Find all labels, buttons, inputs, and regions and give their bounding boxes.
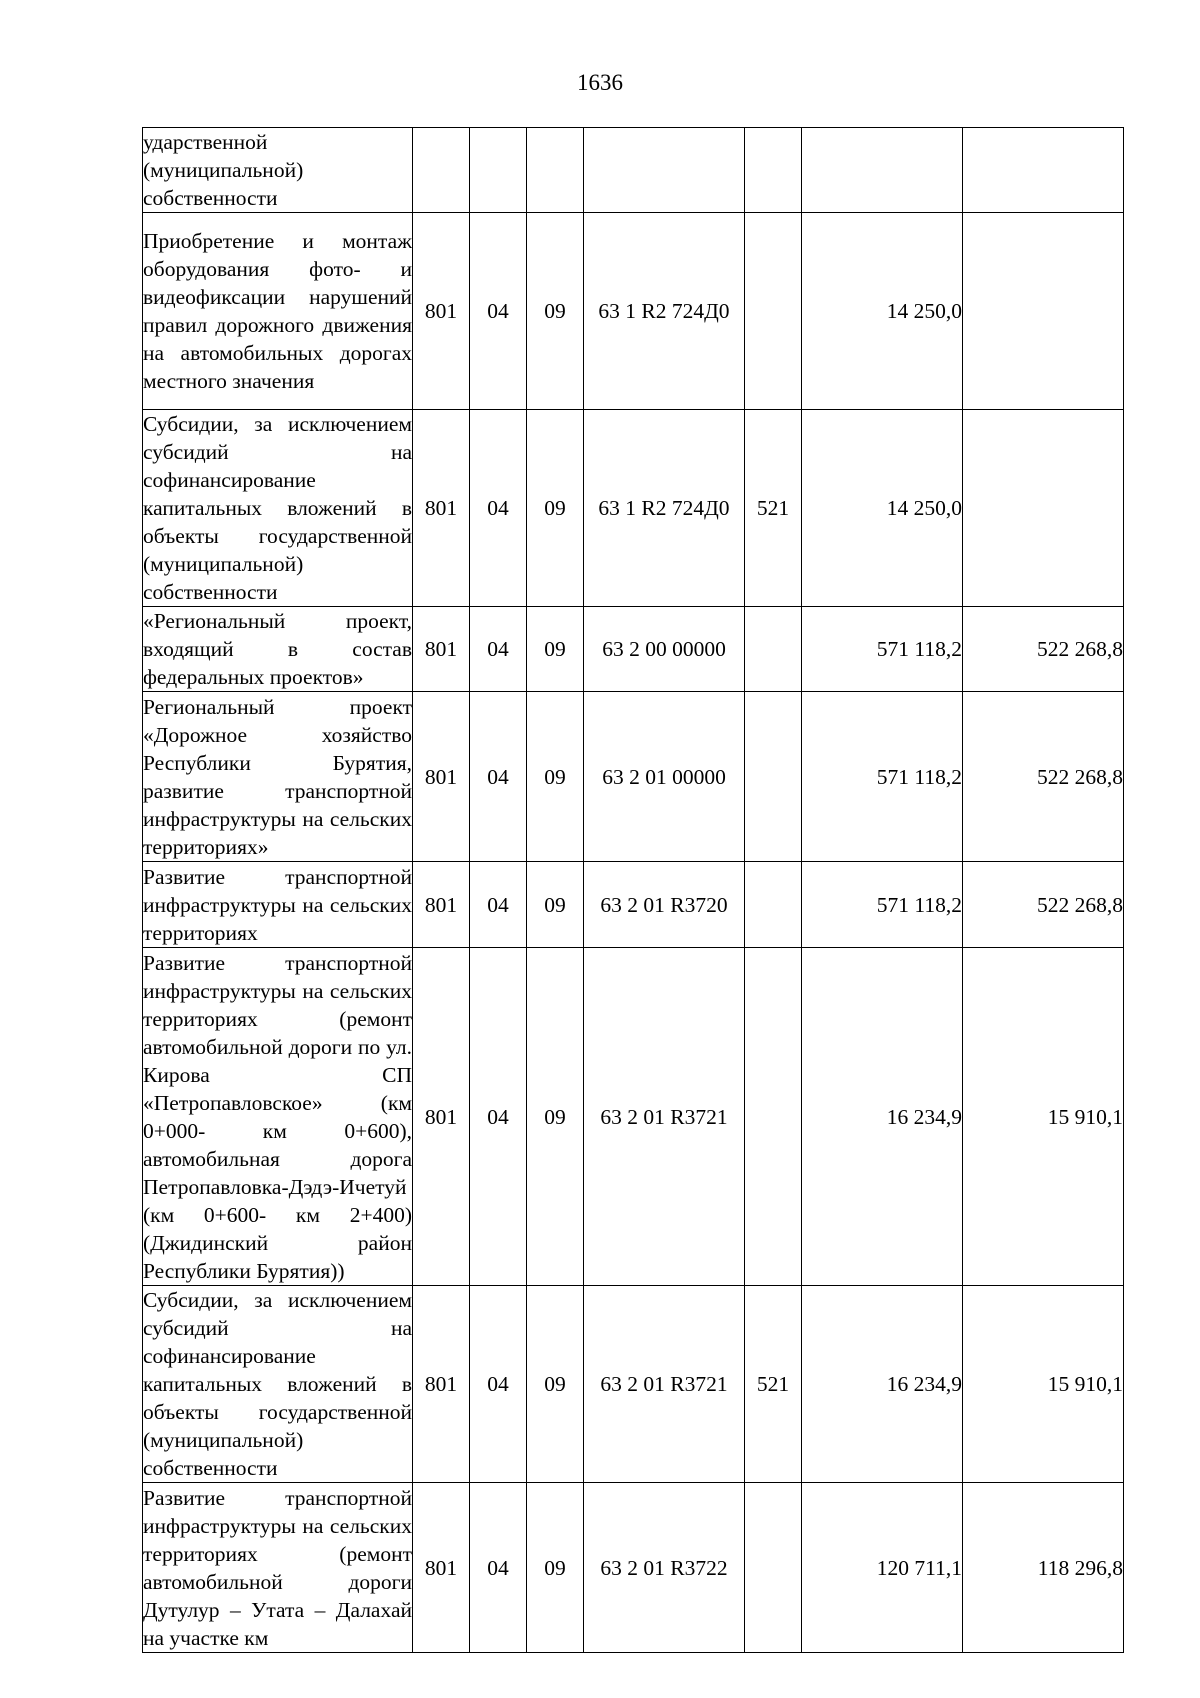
cell-pr: 09	[527, 410, 584, 607]
cell-pr: 09	[527, 1483, 584, 1653]
cell-rz: 04	[470, 410, 527, 607]
row-name	[143, 862, 413, 948]
cell-pr: 09	[527, 1286, 584, 1483]
row-name-text: «Региональный проект, входящий в состав федеральных проектов»	[143, 609, 412, 689]
cell-rz: 04	[470, 1483, 527, 1653]
cell-vr	[745, 128, 802, 213]
cell-sum2: 15 910,1	[963, 1286, 1124, 1483]
row-name	[143, 607, 413, 692]
cell-gr	[413, 128, 470, 213]
cell-csr	[584, 128, 745, 213]
row-name-text: Субсидии, за исключением субсидий на софинансирование капитальных вложений в объекты государственной (муниципальной) собственности	[143, 412, 412, 604]
cell-pr: 09	[527, 692, 584, 862]
cell-rz	[470, 128, 527, 213]
budget-table	[142, 127, 1124, 1653]
row-name	[143, 692, 413, 862]
cell-pr: 09	[527, 862, 584, 948]
cell-pr: 09	[527, 213, 584, 410]
cell-sum2: 15 910,1	[963, 948, 1124, 1286]
cell-csr: 63 2 01 R3721	[584, 1286, 745, 1483]
cell-csr: 63 2 01 00000	[584, 692, 745, 862]
cell-sum2: 522 268,8	[963, 607, 1124, 692]
row-name	[143, 213, 413, 410]
cell-sum2	[963, 410, 1124, 607]
cell-sum2: 118 296,8	[963, 1483, 1124, 1653]
table-row	[143, 128, 1124, 213]
cell-gr: 801	[413, 862, 470, 948]
page-number: 1636	[577, 70, 623, 95]
table-row	[143, 948, 1124, 1286]
row-name	[143, 128, 413, 213]
cell-csr: 63 2 01 R3720	[584, 862, 745, 948]
row-name	[143, 1483, 413, 1653]
cell-gr: 801	[413, 948, 470, 1286]
cell-sum2	[963, 213, 1124, 410]
cell-csr: 63 1 R2 724Д0	[584, 213, 745, 410]
cell-rz: 04	[470, 1286, 527, 1483]
cell-vr: 521	[745, 410, 802, 607]
cell-csr: 63 1 R2 724Д0	[584, 410, 745, 607]
cell-gr: 801	[413, 213, 470, 410]
cell-pr	[527, 128, 584, 213]
cell-sum1: 571 118,2	[802, 692, 963, 862]
cell-sum1: 14 250,0	[802, 213, 963, 410]
cell-rz: 04	[470, 692, 527, 862]
row-name-text: Приобретение и монтаж оборудования фото- и видеофиксации нарушений правил дорожного движения на автомобильных дорогах местного значения	[143, 229, 412, 393]
cell-rz: 04	[470, 948, 527, 1286]
table-row	[143, 1483, 1124, 1653]
row-name-text: Развитие транспортной инфраструктуры на сельских территориях (ремонт автомобильной дороги Дутулур – Утата – Далахай на участке км	[143, 1485, 412, 1650]
cell-vr	[745, 1483, 802, 1653]
cell-sum1: 16 234,9	[802, 1286, 963, 1483]
row-name-text: ударственной (муниципальной) собственности	[143, 130, 304, 210]
cell-gr: 801	[413, 1483, 470, 1653]
row-name	[143, 948, 413, 1286]
cell-gr: 801	[413, 1286, 470, 1483]
cell-sum2	[963, 128, 1124, 213]
cell-sum1: 571 118,2	[802, 862, 963, 948]
cell-rz: 04	[470, 213, 527, 410]
row-name-text: Развитие транспортной инфраструктуры на сельских территориях	[143, 864, 412, 945]
table-row	[143, 1286, 1124, 1483]
cell-csr: 63 2 01 R3722	[584, 1483, 745, 1653]
cell-csr: 63 2 00 00000	[584, 607, 745, 692]
cell-pr: 09	[527, 607, 584, 692]
table-row	[143, 213, 1124, 410]
cell-vr	[745, 692, 802, 862]
cell-gr: 801	[413, 607, 470, 692]
table-row	[143, 410, 1124, 607]
table-row	[143, 862, 1124, 948]
cell-gr: 801	[413, 692, 470, 862]
cell-sum2: 522 268,8	[963, 692, 1124, 862]
row-name	[143, 1286, 413, 1483]
cell-sum1: 120 711,1	[802, 1483, 963, 1653]
cell-sum1: 571 118,2	[802, 607, 963, 692]
table-row	[143, 692, 1124, 862]
cell-rz: 04	[470, 862, 527, 948]
cell-vr	[745, 607, 802, 692]
table-row	[143, 607, 1124, 692]
cell-csr: 63 2 01 R3721	[584, 948, 745, 1286]
cell-sum1	[802, 128, 963, 213]
cell-sum1: 16 234,9	[802, 948, 963, 1286]
cell-vr	[745, 862, 802, 948]
cell-vr	[745, 948, 802, 1286]
cell-sum2: 522 268,8	[963, 862, 1124, 948]
row-name-text: Региональный проект «Дорожное хозяйство Республики Бурятия, развитие транспортной инфраструктуры на сельских территориях»	[143, 694, 412, 859]
cell-rz: 04	[470, 607, 527, 692]
row-name-text: Субсидии, за исключением субсидий на софинансирование капитальных вложений в объекты государственной (муниципальной) собственности	[143, 1288, 412, 1480]
cell-vr	[745, 213, 802, 410]
cell-gr: 801	[413, 410, 470, 607]
cell-vr: 521	[745, 1286, 802, 1483]
cell-sum1: 14 250,0	[802, 410, 963, 607]
row-name-text: Развитие транспортной инфраструктуры на сельских территориях (ремонт автомобильной дороги по ул. Кирова СП «Петропавловское» (км 0+000- км 0+600), автомобильная дорога Петропавловка-Дэдэ-Ичетуй (км 0+600- км 2+400) (Джидинский район Республики Бурятия))	[143, 950, 412, 1283]
row-name	[143, 410, 413, 607]
cell-pr: 09	[527, 948, 584, 1286]
